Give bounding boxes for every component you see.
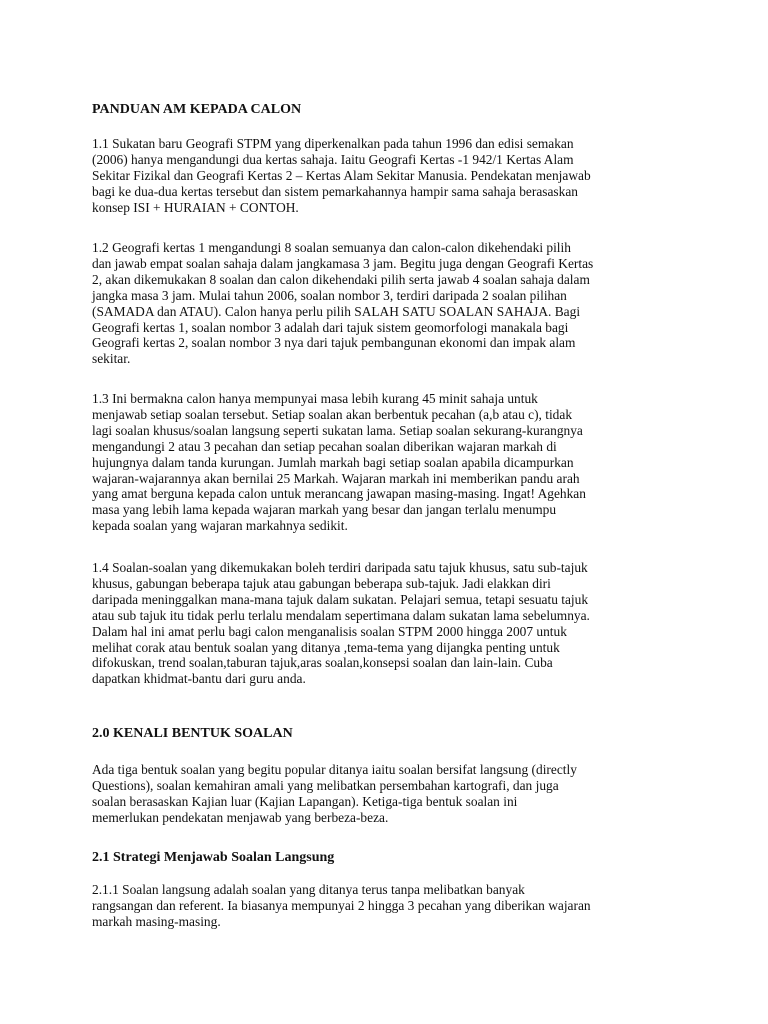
text-line: kepada soalan yang wajaran markahnya sedikit. <box>92 518 348 534</box>
paragraph-2-1-1 <box>92 882 674 930</box>
paragraph-2-0 <box>92 762 674 826</box>
text-line: dan jawab empat soalan sahaja dalam jangkamasa 3 jam. Begitu juga dengan Geografi Kertas <box>92 255 594 271</box>
paragraph-1-4 <box>92 560 674 687</box>
text-line: Geografi kertas 1, soalan nombor 3 adalah dari tajuk sistem geomorfologi manakala bagi <box>92 319 569 335</box>
text-line: markah masing-masing. <box>92 913 221 929</box>
text-line: masa yang lebih lama kepada wajaran markah yang besar dan jangan terlalu menumpu <box>92 502 557 518</box>
text-line: memerlukan pendekatan menjawab yang berbeza-beza. <box>92 809 389 825</box>
text-line: Dalam hal ini amat perlu bagi calon menganalisis soalan STPM 2000 hingga 2007 untuk <box>92 623 567 639</box>
text-line: melihat corak atau bentuk soalan yang ditanya ,tema-tema yang dijangka penting untuk <box>92 639 560 655</box>
text-line: khusus, gabungan beberapa tajuk atau gabungan beberapa sub-tajuk. Jadi elakkan diri <box>92 575 551 591</box>
text-line: Geografi kertas 2, soalan nombor 3 nya dari tajuk pembangunan ekonomi dan impak alam <box>92 335 576 351</box>
text-line: soalan berasaskan Kajian luar (Kajian Lapangan). Ketiga-tiga bentuk soalan ini <box>92 793 518 809</box>
text-line: 1.2 Geografi kertas 1 mengandungi 8 soalan semuanya dan calon-calon dikehendaki pilih <box>92 240 571 255</box>
heading-strategi-soalan-langsung: 2.1 Strategi Menjawab Soalan Langsung <box>92 850 335 865</box>
text-line: daripada meninggalkan mana-mana tajuk dalam sukatan. Pelajari semua, tetapi sesuatu tajuk <box>92 591 589 607</box>
text-line: mengandungi 2 atau 3 pecahan dan setiap pecahan soalan diberikan wajaran markah di <box>92 438 557 454</box>
text-line: (SAMADA dan ATAU). Calon hanya perlu pilih SALAH SATU SOALAN SAHAJA. Bagi <box>92 303 581 319</box>
text-line: Questions), soalan kemahiran amali yang melibatkan persembahan kartografi, dan juga <box>92 777 559 793</box>
text-line: yang amat berguna kepada calon untuk merancang jawapan masing-masing. Ingat! Agehkan <box>92 486 586 502</box>
paragraph-1-2 <box>92 240 674 367</box>
text-line: Ada tiga bentuk soalan yang begitu popular ditanya iaitu soalan bersifat langsung (directly <box>92 762 577 777</box>
text-line: difokuskan, trend soalan,taburan tajuk,aras soalan,konsepsi soalan dan lain-lain. Cuba <box>92 655 553 671</box>
text-line: 2.1.1 Soalan langsung adalah soalan yang ditanya terus tanpa melibatkan banyak <box>92 882 525 897</box>
paragraph-1-1 <box>92 136 674 216</box>
text-line: atau sub tajuk itu tidak perlu terlalu mendalam sepertimana dalam sukatan lama sebelumnya. <box>92 607 590 623</box>
text-line: rangsangan dan referent. Ia biasanya mempunyai 2 hingga 3 pecahan yang diberikan wajaran <box>92 897 591 913</box>
text-line: wajaran-wajarannya akan bernilai 25 Markah. Wajaran markah ini memberikan pandu arah <box>92 470 580 486</box>
text-line: hujungnya dalam tanda kurungan. Jumlah markah bagi setiap soalan apabila dicampurkan <box>92 454 574 470</box>
text-line: (2006) hanya mengandungi dua kertas sahaja. Iaitu Geografi Kertas -1 942/1 Kertas Alam <box>92 151 574 167</box>
text-line: 1.1 Sukatan baru Geografi STPM yang diperkenalkan pada tahun 1996 dan edisi semakan <box>92 136 574 151</box>
text-line: menjawab setiap soalan tersebut. Setiap soalan akan berbentuk pecahan (a,b atau c), tidak <box>92 406 573 422</box>
heading-panduan: PANDUAN AM KEPADA CALON <box>92 102 302 117</box>
text-line: 1.4 Soalan-soalan yang dikemukakan boleh terdiri daripada satu tajuk khusus, satu sub-tajuk <box>92 560 588 575</box>
text-line: Sekitar Fizikal dan Geografi Kertas 2 – Kertas Alam Sekitar Manusia. Pendekatan menjawab <box>92 167 591 183</box>
text-line: sekitar. <box>92 351 131 367</box>
text-line: 2, akan dikemukakan 8 soalan dan calon dikehendaki pilih serta jawab 4 soalan sahaja dalam <box>92 271 590 287</box>
text-line: dapatkan khidmat-bantu dari guru anda. <box>92 671 306 687</box>
text-line: bagi ke dua-dua kertas tersebut dan sistem pemarkahannya hampir sama sahaja berasaskan <box>92 183 578 199</box>
text-line: 1.3 Ini bermakna calon hanya mempunyai masa lebih kurang 45 minit sahaja untuk <box>92 391 538 406</box>
text-line: lagi soalan khusus/soalan langsung seperti sukatan lama. Setiap soalan sekurang-kurangnya <box>92 422 583 438</box>
text-line: konsep ISI + HURAIAN + CONTOH. <box>92 199 299 215</box>
text-line: jangka masa 3 jam. Mulai tahun 2006, soalan nombor 3, terdiri daripada 2 soalan pilihan <box>92 287 567 303</box>
heading-kenali-bentuk-soalan: 2.0 KENALI BENTUK SOALAN <box>92 726 293 741</box>
paragraph-1-3 <box>92 391 674 534</box>
